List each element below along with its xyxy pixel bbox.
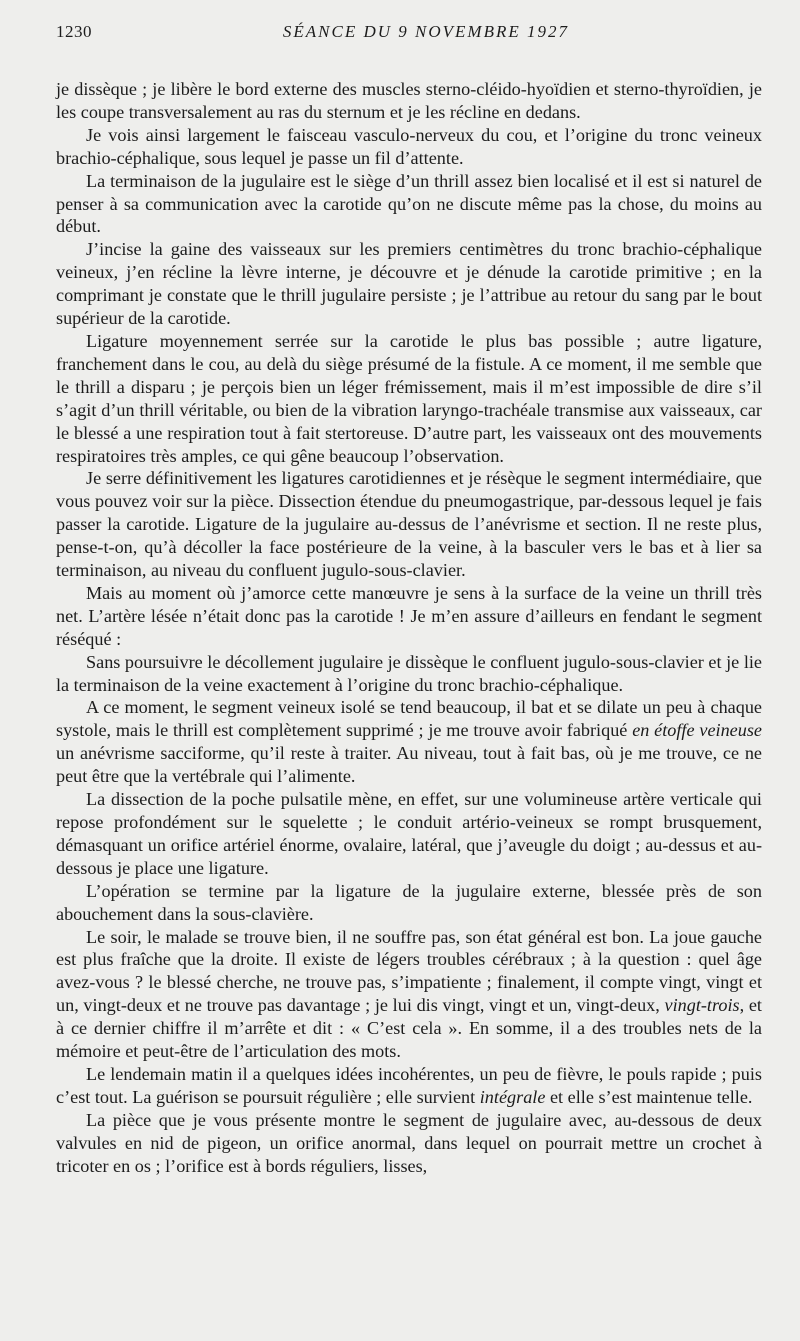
paragraph: La terminaison de la jugulaire est le siège d’un thrill assez bien localisé et il est si naturel de penser à sa communication avec la carotide qu’on ne discute même pas la chose, du moins au début. [56, 170, 762, 237]
page-number: 1230 [56, 22, 92, 41]
paragraph-text: un anévrisme sacciforme, qu’il reste à traiter. Au niveau, tout à fait bas, où je me trouve, ce ne peut être que la vertébrale qui l’alimente. [56, 743, 762, 787]
paragraph-text: Le soir, le malade se trouve bien, il ne souffre pas, son état général est bon. La joue gauche est plus fraîche que la droite. Il existe de légers troubles cérébraux ; à la question : quel âge avez-vous ? le blessé cherche, ne trouve pas, s’impatiente ; finalement, il compte vingt, vingt et un, vingt-deux et ne trouve pas davantage ; je lui dis vingt, vingt et un, vingt-deux, [56, 926, 762, 1016]
session-title: SÉANCE DU 9 NOVEMBRE 1927 [282, 22, 569, 41]
paragraph [56, 926, 762, 1063]
paragraph [56, 696, 762, 788]
paragraph-text: Le lendemain matin il a quelques idées incohérentes, un peu de fièvre, le pouls rapide ; puis c’est tout. La guérison se poursuit régulière ; elle survient [56, 1063, 762, 1107]
paragraph: La dissection de la poche pulsatile mène, en effet, sur une volumineuse artère verticale qui repose profondément sur le squelette ; le conduit artério-veineux se rompt brusquement, démasquant un orifice artériel énorme, ovalaire, latéral, que j’aveugle du doigt ; au-dessus et au-dessous je place une ligature. [56, 789, 762, 878]
paragraph: Ligature moyennement serrée sur la carotide le plus bas possible ; autre ligature, franchement dans le cou, au delà du siège présumé de la fistule. A ce moment, il me semble que le thrill a disparu ; je perçois bien un léger frémissement, mais il m’est impossible de dire s’il s’agit d’un thrill véritable, ou bien de la vibration laryngo-trachéale transmise aux vaisseaux, car le blessé a une respiration tout à fait stertoreuse. D’autre part, les vaisseaux ont des mouvements respiratoires très amples, ce qui gêne beaucoup l’observation. [56, 330, 762, 466]
paragraph: Mais au moment où j’amorce cette manœuvre je sens à la surface de la veine un thrill très net. L’artère lésée n’était donc pas la carotide ! Je m’en assure d’ailleurs en fendant le segment réséqué : [56, 582, 762, 649]
italic-phrase: vingt-trois [664, 995, 740, 1016]
paragraph [56, 1063, 762, 1109]
paragraph-text: , et à ce dernier chiffre il m’arrête et dit : « C’est cela ». En somme, il a des troubles nets de la mémoire et peut-être de l’articulation des mots. [56, 995, 762, 1062]
paragraph: J’incise la gaine des vaisseaux sur les premiers centimètres du tronc brachio-céphalique veineux, j’en récline la lèvre interne, je découvre et je dénude la carotide primitive ; en la comprimant je constate que le thrill jugulaire persiste ; je l’attribue au retour du sang par le bout supérieur de la carotide. [56, 239, 762, 329]
paragraph: Je serre définitivement les ligatures carotidiennes et je résèque le segment intermédiaire, que vous pouvez voir sur la pièce. Dissection étendue du pneumogastrique, par-dessous lequel je fais passer la carotide. Ligature de la jugulaire au-dessus de l’anévrisme et section. Il ne reste plus, pense-t-on, qu’à décoller la face postérieure de la veine, à la basculer vers le bas et à lier sa terminaison, au niveau du confluent jugulo-sous-clavier. [56, 468, 762, 581]
paragraph-text: A ce moment, le segment veineux isolé se tend beaucoup, il bat et se dilate un peu à chaque systole, mais le thrill est complètement supprimé ; je me trouve avoir fabriqué [56, 697, 762, 741]
paragraph: Je vois ainsi largement le faisceau vasculo-nerveux du cou, et l’origine du tronc veineux brachio-céphalique, sous lequel je passe un fil d’attente. [56, 124, 762, 168]
paragraph: L’opération se termine par la ligature de la jugulaire externe, blessée près de son abouchement dans la sous-clavière. [56, 880, 762, 924]
paragraph: je dissèque ; je libère le bord externe des muscles sterno-cléido-hyoïdien et sterno-thyroïdien, je les coupe transversalement au ras du sternum et je les récline en dedans. [56, 79, 762, 122]
paragraph-text: et elle s’est maintenue telle. [545, 1086, 753, 1107]
italic-phrase: en étoffe veineuse [632, 720, 762, 741]
paragraph: Sans poursuivre le décollement jugulaire je dissèque le confluent jugulo-sous-clavier et je lie la terminaison de la veine exactement à l’origine du tronc brachio-céphalique. [56, 651, 762, 695]
paragraph: La pièce que je vous présente montre le segment de jugulaire avec, au-dessous de deux valvules en nid de pigeon, un orifice anormal, dans lequel on pourrait mettre un crochet à tricoter en os ; l’orifice est à bords réguliers, lisses, [56, 1109, 762, 1176]
body-text [56, 78, 762, 1178]
running-head [56, 22, 569, 42]
italic-phrase: intégrale [479, 1086, 546, 1107]
